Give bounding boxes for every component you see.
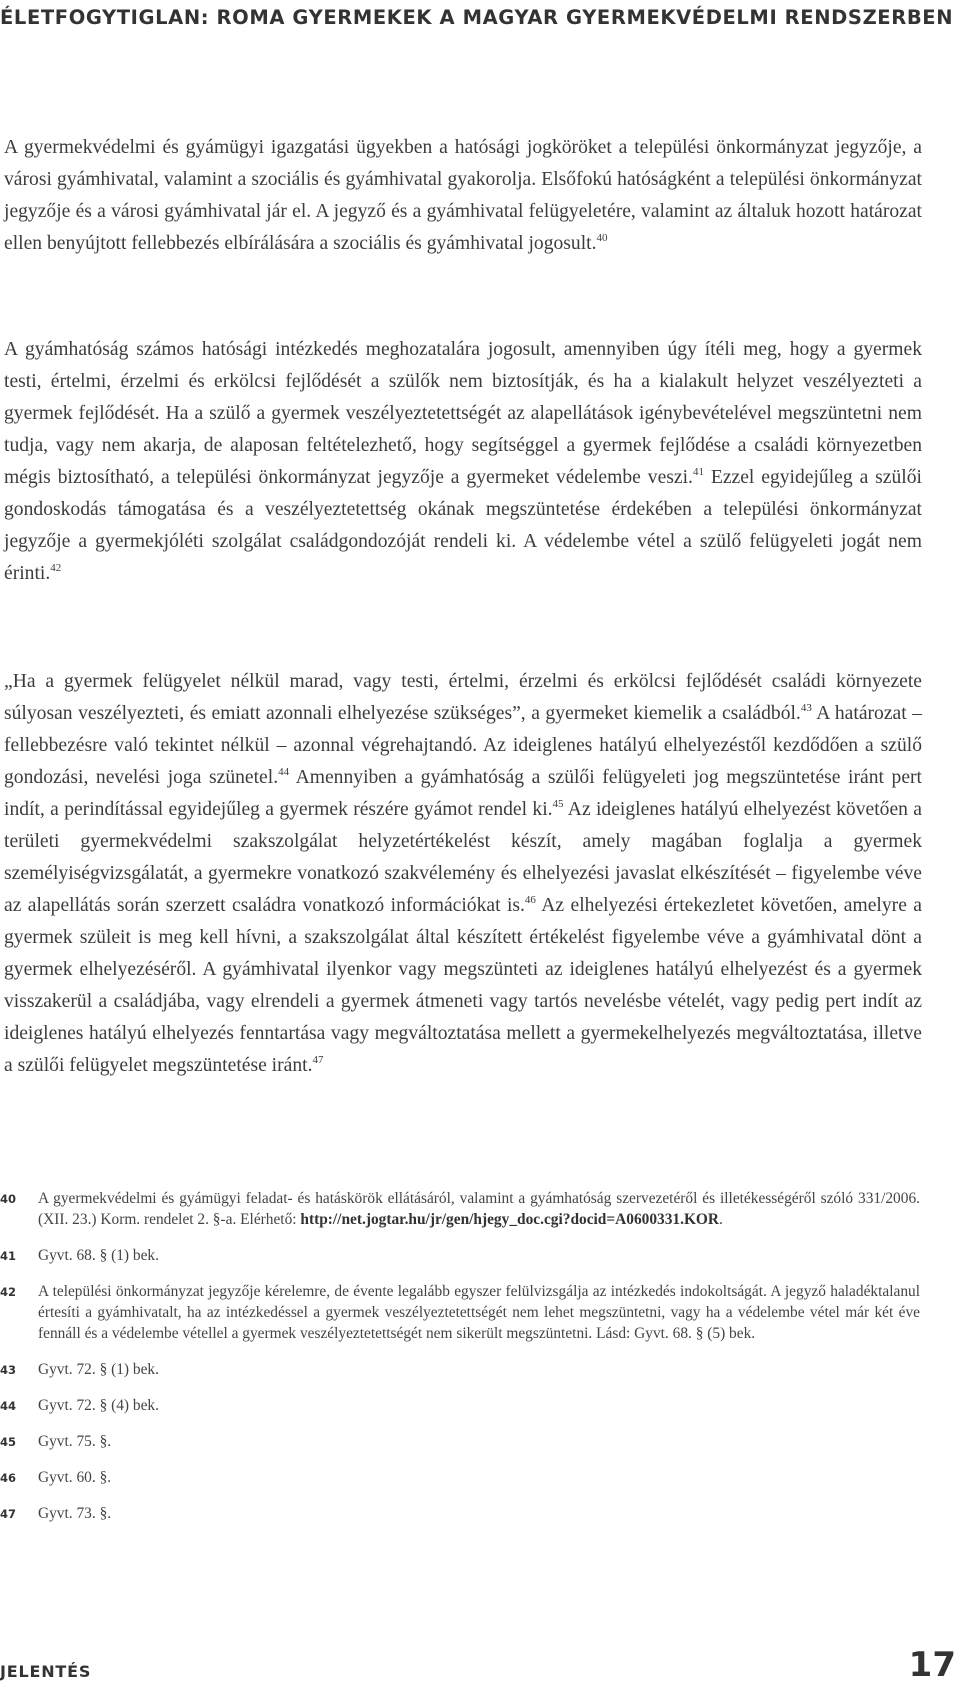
footnote-ref[interactable]: 40 xyxy=(596,232,608,244)
footnote-40 xyxy=(0,1188,920,1230)
footnote-47 xyxy=(0,1503,920,1524)
footnote-text: Gyvt. 72. § (1) bek. xyxy=(38,1361,159,1378)
footnote-44 xyxy=(0,1395,920,1416)
footnote-number: 47 xyxy=(0,1507,17,1521)
page-number: 17 xyxy=(908,1645,956,1685)
paragraph-text: Amennyiben a gyámhatóság a szülői felügyeleti jog megszüntetése iránt pert indít, a perindítással egyidejűleg a gyermek részére gyámot rendel ki. xyxy=(4,767,922,820)
footnotes xyxy=(0,1188,920,1539)
footnote-number: 46 xyxy=(0,1471,17,1485)
paragraph-text: A gyámhatóság számos hatósági intézkedés meghozatalára jogosult, amennyiben úgy ítéli meg, hogy a gyermek testi, értelmi, érzelmi és erkölcsi fejlődését a szülők nem biztosítják, és ha a kialakult helyzet veszélyezteti a gyermek fejlődését. Ha a szülő a gyermek veszélyeztetettségét az alapellátások igénybevételével megszüntetni nem tudja, vagy nem akarja, de alaposan feltételezhető, hogy segítséggel a gyermek fejlődése a családi környezetben mégis biztosítható, a települési önkormányzat jegyzője a gyermeket védelembe veszi. xyxy=(4,339,922,488)
footnote-number: 44 xyxy=(0,1399,17,1413)
footnote-text: A gyermekvédelmi és gyámügyi feladat- és hatáskörök ellátásáról, valamint a gyámhatóság szervezetéről és illetékességéről szóló 331/2006. (XII. 23.) Korm. rendelet 2. §-a. Elérhető: xyxy=(38,1190,920,1228)
footer-label: JELENTÉS xyxy=(0,1662,92,1681)
footnote-text: Gyvt. 73. §. xyxy=(38,1505,112,1522)
footnote-text: Gyvt. 75. §. xyxy=(38,1433,112,1450)
running-header: ÉLETFOGYTIGLAN: ROMA GYERMEKEK A MAGYAR GYERMEKVÉDELMI RENDSZERBEN xyxy=(0,6,954,29)
footnote-link[interactable]: http://net.jogtar.hu/jr/gen/hjegy_doc.cgi?docid=A0600331.KOR xyxy=(300,1211,720,1228)
footnote-number: 45 xyxy=(0,1435,17,1449)
footnote-text: Gyvt. 60. §. xyxy=(38,1469,112,1486)
footnote-text: Gyvt. 72. § (4) bek. xyxy=(38,1397,159,1414)
footnote-number: 41 xyxy=(0,1249,17,1263)
footnote-ref[interactable]: 42 xyxy=(50,562,62,574)
paragraph-text: Az ideiglenes hatályú elhelyezést követően a területi gyermekvédelmi szakszolgálat helyzetértékelést készít, amely magában foglalja a gyermek személyiségvizsgálatát, a gyermekre vonatkozó szakvélemény és elhelyezési javaslat elkészítését – figyelembe véve az alapellátás során szerzett családra vonatkozó információkat is. xyxy=(4,799,922,916)
footnote-number: 40 xyxy=(0,1192,17,1206)
paragraph-text: Az elhelyezési értekezletet követően, amelyre a gyermek szüleit is meg kell hívni, a szakszolgálat által készített értékelést figyelembe véve a gyámhivatal dönt a gyermek elhelyezéséről. A gyámhivatal ilyenkor vagy megszünteti az ideiglenes hatályú elhelyezést és a gyermek visszakerül a családjába, vagy elrendeli a gyermek átmeneti vagy tartós nevelésbe vételét, vagy pedig pert indít az ideiglenes hatályú elhelyezés fenntartása vagy megváltoztatása mellett a gyermekelhelyezés megváltoztatása, illetve a szülői felügyelet megszüntetése iránt. xyxy=(4,895,923,1076)
footnote-43 xyxy=(0,1359,920,1380)
footnote-ref[interactable]: 46 xyxy=(524,894,536,906)
footnote-ref[interactable]: 47 xyxy=(312,1054,324,1066)
footnote-ref[interactable]: 43 xyxy=(800,702,812,714)
footnote-text: A települési önkormányzat jegyzője kérelemre, de évente legalább egyszer felülvizsgálja az intézkedés indokoltságát. A jegyző haladéktalanul értesíti a gyámhivatalt, ha az intézkedéssel a gyermek veszélyeztetettségét nem lehet megszüntetni, vagy ha a védelembe vétel már két éve fennáll és a védelembe vétellel a gyermek veszélyeztetettségét nem sikerült megszüntetni. Lásd: Gyvt. 68. § (5) bek. xyxy=(38,1283,920,1342)
footnote-45 xyxy=(0,1431,920,1452)
footnote-ref[interactable]: 44 xyxy=(278,766,290,778)
footnote-text-end: . xyxy=(719,1211,723,1228)
paragraph-1 xyxy=(4,132,922,260)
footnote-ref[interactable]: 45 xyxy=(552,798,564,810)
footnote-text: Gyvt. 68. § (1) bek. xyxy=(38,1247,159,1264)
paragraph-text: A gyermekvédelmi és gyámügyi igazgatási ügyekben a hatósági jogköröket a települési önkormányzat jegyzője, a városi gyámhivatal, valamint a szociális és gyámhivatal gyakorolja. Elsőfokú hatóságként a települési önkormányzat jegyzője és a városi gyámhivatal jár el. A jegyző és a gyámhivatal felügyeletére, valamint az általuk hozott határozat ellen benyújtott fellebbezés elbírálására a szociális és gyámhivatal jogosult. xyxy=(4,137,922,254)
footnote-42 xyxy=(0,1281,920,1344)
footnote-46 xyxy=(0,1467,920,1488)
paragraph-text: Ezzel egyidejűleg a szülői gondoskodás támogatása és a veszélyeztetettség okának megszüntetése érdekében a települési önkormányzat jegyzője a gyermekjóléti szolgálat családgondozóját rendeli ki. A védelembe vétel a szülő felügyeleti jogát nem érinti. xyxy=(4,467,922,584)
paragraph-text: „Ha a gyermek felügyelet nélkül marad, vagy testi, értelmi, érzelmi és erkölcsi fejlődését családi környezete súlyosan veszélyezteti, és emiatt azonnali elhelyezése szükséges”, a gyermeket kiemelik a családból. xyxy=(4,671,922,724)
footnote-number: 42 xyxy=(0,1285,17,1299)
paragraph-text: A határozat – fellebbezésre való tekintet nélkül – azonnal végrehajtandó. Az ideiglenes hatályú elhelyezéstől kezdődően a szülő gondozási, nevelési joga szünetel. xyxy=(4,703,922,788)
footnote-41 xyxy=(0,1245,920,1266)
paragraph-3 xyxy=(4,666,922,1082)
footnote-ref[interactable]: 41 xyxy=(692,466,704,478)
footnote-number: 43 xyxy=(0,1363,17,1377)
paragraph-2 xyxy=(4,334,922,590)
